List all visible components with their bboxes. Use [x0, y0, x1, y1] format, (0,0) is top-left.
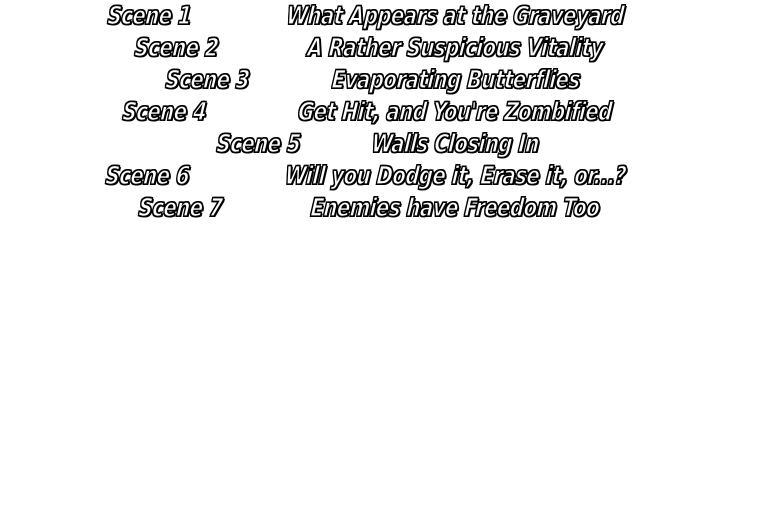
scene-title: What Appears at the Graveyard [285, 1, 626, 30]
scene-label: Scene 4 [121, 97, 208, 126]
scene-row-7[interactable] [0, 192, 768, 224]
scene-row-5[interactable] [0, 128, 768, 160]
scene-label: Scene 5 [215, 129, 302, 158]
scene-row-2[interactable] [0, 32, 768, 64]
scene-title: Evaporating Butterflies [330, 65, 581, 94]
scene-title: Walls Closing In [370, 129, 541, 158]
scene-label: Scene 3 [164, 65, 251, 94]
scene-row-1[interactable] [0, 0, 768, 32]
scene-label: Scene 7 [137, 193, 224, 222]
scene-row-4[interactable] [0, 96, 768, 128]
scene-label: Scene 2 [133, 33, 220, 62]
scene-row-6[interactable] [0, 160, 768, 192]
scene-row-3[interactable] [0, 64, 768, 96]
scene-label: Scene 6 [104, 161, 191, 190]
scene-title: Get Hit, and You're Zombified [297, 97, 614, 126]
scene-title: A Rather Suspicious Vitality [306, 33, 605, 62]
scene-title: Enemies have Freedom Too [310, 193, 602, 222]
scene-title: Will you Dodge it, Erase it, or...? [283, 161, 628, 190]
scene-label: Scene 1 [106, 1, 193, 30]
